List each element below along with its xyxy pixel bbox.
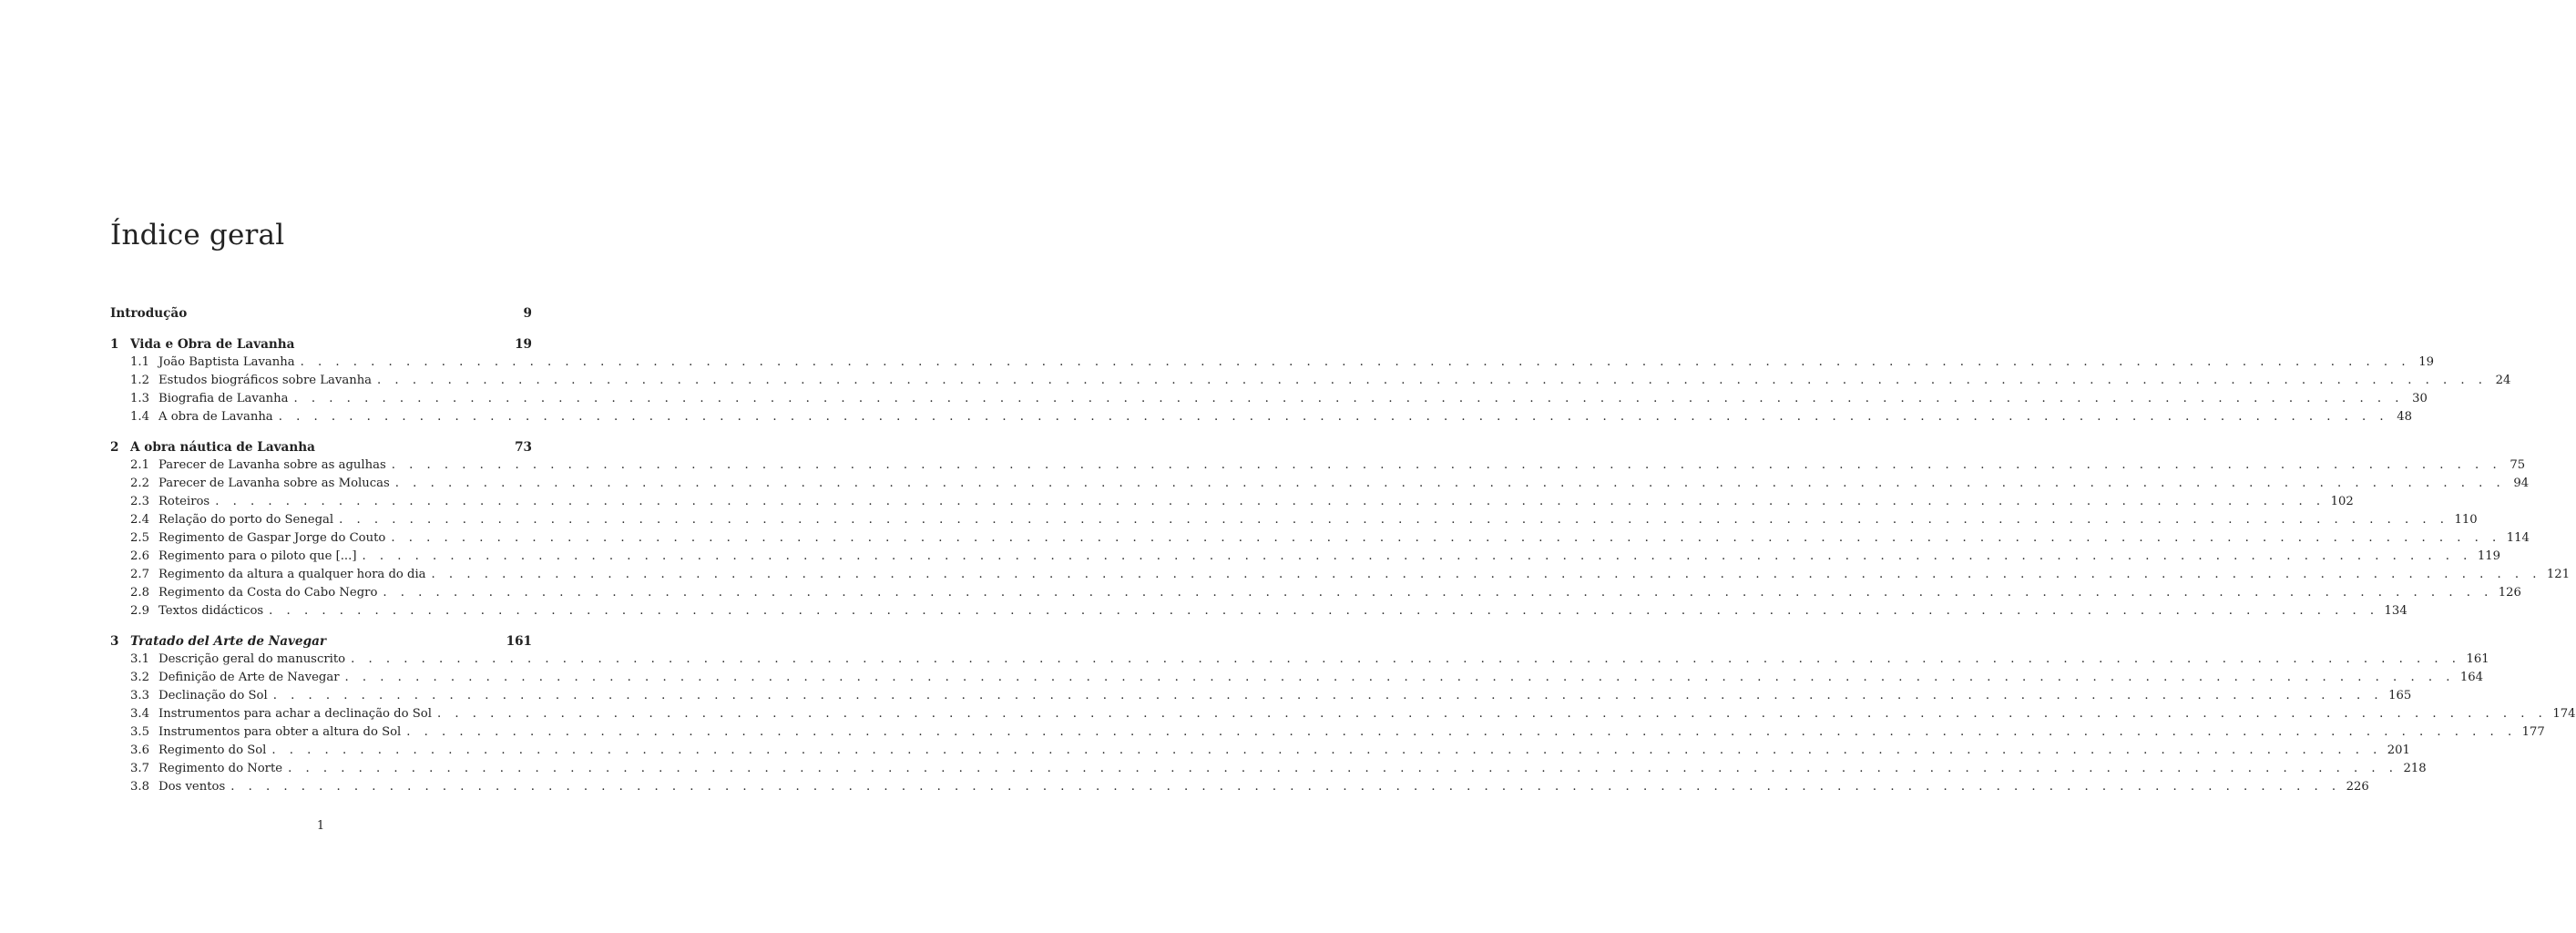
toc-section-page: 218: [2403, 762, 2427, 775]
page-number: 1: [316, 819, 325, 833]
toc-section-number: 3.7: [130, 762, 149, 775]
toc-section-2.3[interactable]: [110, 493, 2354, 511]
toc-section-number: 2.6: [130, 549, 149, 563]
toc-section-title: Regimento do Sol: [158, 743, 267, 757]
toc-section-3.7[interactable]: [110, 760, 2427, 778]
toc-chapter-2[interactable]: [110, 438, 532, 456]
toc-section-number: 3.8: [130, 780, 149, 794]
toc-section-title: Estudos biográficos sobre Lavanha: [158, 374, 373, 387]
toc-section-2.4[interactable]: [110, 511, 2478, 529]
toc-section-title: Biografia de Lavanha: [158, 392, 289, 405]
toc-section-title: Dos ventos: [158, 780, 226, 794]
toc-chapter-page: 19: [515, 337, 532, 352]
toc-section-number: 3.1: [130, 652, 149, 666]
toc-chapters: [110, 335, 2576, 796]
toc-chapter-3[interactable]: [110, 632, 532, 651]
toc-section-number: 2.1: [130, 458, 149, 472]
dot-leader: . . . . . . . . . . . . . . . . . . . . . . . . . . . . . . . . . . . . . . . . . . . . . . . . . . . . . . . . . . . . . . . . . . . . . . . . . . . . . . . . . . . . . . . . . . . . . . . . . . . . . . . . . . . . . . . . . . . . . . . .: [436, 707, 2548, 721]
toc-section-title: Regimento de Gaspar Jorge do Couto: [158, 531, 386, 545]
toc-section-2.8[interactable]: [110, 584, 2521, 602]
toc-chapter-title: Vida e Obra de Lavanha: [130, 337, 295, 352]
toc-section-title: Roteiros: [158, 495, 210, 508]
toc-section-page: 19: [2418, 355, 2435, 369]
toc-section-title: Parecer de Lavanha sobre as Molucas: [158, 477, 390, 490]
dot-leader: . . . . . . . . . . . . . . . . . . . . . . . . . . . . . . . . . . . . . . . . . . . . . . . . . . . . . . . . . . . . . . . . . . . . . . . . . . . . . . . . . . . . . . . . . . . . . . . . . . . . . . . . . . . . . . . . . . . . . . . .: [272, 689, 2384, 702]
toc-section-title: Regimento para o piloto que [...]: [158, 549, 357, 563]
toc-section-title: Regimento do Norte: [158, 762, 283, 775]
toc-section-page: 121: [2546, 568, 2571, 581]
toc-chapter-number: 3: [110, 634, 119, 649]
toc-section-page: 75: [2510, 458, 2526, 472]
toc-section-number: 3.5: [130, 725, 149, 739]
toc-entry-page: 9: [523, 306, 532, 321]
dot-leader: . . . . . . . . . . . . . . . . . . . . . . . . . . . . . . . . . . . . . . . . . . . . . . . . . . . . . . . . . . . . . . . . . . . . . . . . . . . . . . . . . . . . . . . . . . . . . . . . . . . . . . . . . . . . . . . . . . . . . . . .: [293, 392, 2404, 405]
toc-section-page: 126: [2498, 586, 2521, 600]
toc-section-title: Descrição geral do manuscrito: [158, 652, 346, 666]
dot-leader: . . . . . . . . . . . . . . . . . . . . . . . . . . . . . . . . . . . . . . . . . . . . . . . . . . . . . . . . . . . . . . . . . . . . . . . . . . . . . . . . . . . . . . . . . . . . . . . . . . . . . . . . . . . . . . . . . . . . . . . .: [362, 549, 2472, 563]
toc-section-page: 110: [2454, 513, 2478, 527]
dot-leader: . . . . . . . . . . . . . . . . . . . . . . . . . . . . . . . . . . . . . . . . . . . . . . . . . . . . . . . . . . . . . . . . . . . . . . . . . . . . . . . . . . . . . . . . . . . . . . . . . . . . . . . . . . . . . . . . . . . . . . . .: [391, 458, 2502, 472]
toc-section-page: 165: [2388, 689, 2412, 702]
toc-section-number: 1.1: [130, 355, 149, 369]
toc-chapter-title: A obra náutica de Lavanha: [130, 440, 315, 455]
toc-section-page: 94: [2513, 477, 2530, 490]
toc-section-title: Parecer de Lavanha sobre as agulhas: [158, 458, 386, 472]
toc-section-page: 174: [2552, 707, 2576, 721]
toc-section-number: 1.2: [130, 374, 149, 387]
toc-section-page: 119: [2477, 549, 2501, 563]
toc-section-3.6[interactable]: [110, 742, 2410, 760]
dot-leader: . . . . . . . . . . . . . . . . . . . . . . . . . . . . . . . . . . . . . . . . . . . . . . . . . . . . . . . . . . . . . . . . . . . . . . . . . . . . . . . . . . . . . . . . . . . . . . . . . . . . . . . . . . . . . . . . . . . . . . . .: [278, 410, 2389, 424]
toc-section-2.9[interactable]: [110, 602, 2407, 620]
dot-leader: . . . . . . . . . . . . . . . . . . . . . . . . . . . . . . . . . . . . . . . . . . . . . . . . . . . . . . . . . . . . . . . . . . . . . . . . . . . . . . . . . . . . . . . . . . . . . . . . . . . . . . . . . . . . . . . . . . . . . . . .: [377, 374, 2488, 387]
toc-section-number: 1.4: [130, 410, 149, 424]
toc-chapter-1[interactable]: [110, 335, 532, 354]
toc-chapter-page: 73: [515, 440, 532, 455]
toc-section-page: 30: [2412, 392, 2428, 405]
toc-section-1.2[interactable]: [110, 372, 2511, 390]
toc-section-page: 161: [2466, 652, 2489, 666]
toc-section-3.3[interactable]: [110, 687, 2412, 705]
dot-leader: . . . . . . . . . . . . . . . . . . . . . . . . . . . . . . . . . . . . . . . . . . . . . . . . . . . . . . . . . . . . . . . . . . . . . . . . . . . . . . . . . . . . . . . . . . . . . . . . . . . . . . . . . . . . . . . . . . . . . . . .: [344, 671, 2455, 684]
toc-section-3.4[interactable]: [110, 705, 2576, 723]
toc-section-page: 114: [2506, 531, 2530, 545]
toc-section-page: 226: [2346, 780, 2369, 794]
toc-section-title: Textos didácticos: [158, 604, 264, 618]
toc-section-number: 2.3: [130, 495, 149, 508]
dot-leader: . . . . . . . . . . . . . . . . . . . . . . . . . . . . . . . . . . . . . . . . . . . . . . . . . . . . . . . . . . . . . . . . . . . . . . . . . . . . . . . . . . . . . . . . . . . . . . . . . . . . . . . . . . . . . . . . . . . . . . . .: [391, 531, 2501, 545]
toc-section-title: Declinação do Sol: [158, 689, 268, 702]
toc-section-title: Instrumentos para obter a altura do Sol: [158, 725, 402, 739]
toc-section-2.5[interactable]: [110, 529, 2530, 548]
toc-section-page: 164: [2459, 671, 2484, 684]
toc-section-title: Relação do porto do Senegal: [158, 513, 334, 527]
toc-section-number: 2.5: [130, 531, 149, 545]
toc-section-page: 134: [2384, 604, 2407, 618]
toc-section-page: 177: [2521, 725, 2545, 739]
toc-section-title: A obra de Lavanha: [158, 410, 273, 424]
dot-leader: . . . . . . . . . . . . . . . . . . . . . . . . . . . . . . . . . . . . . . . . . . . . . . . . . . . . . . . . . . . . . . . . . . . . . . . . . . . . . . . . . . . . . . . . . . . . . . . . . . . . . . . . . . . . . . . . . . . . . . . .: [300, 355, 2411, 369]
toc-chapter-title: Tratado del Arte de Navegar: [130, 634, 327, 649]
dot-leader: . . . . . . . . . . . . . . . . . . . . . . . . . . . . . . . . . . . . . . . . . . . . . . . . . . . . . . . . . . . . . . . . . . . . . . . . . . . . . . . . . . . . . . . . . . . . . . . . . . . . . . . . . . . . . . . . . . . . . . . .: [271, 743, 2382, 757]
toc-section-2.1[interactable]: [110, 456, 2526, 475]
toc-section-3.5[interactable]: [110, 723, 2545, 742]
toc-section-title: Regimento da Costa do Cabo Negro: [158, 586, 378, 600]
dot-leader: . . . . . . . . . . . . . . . . . . . . . . . . . . . . . . . . . . . . . . . . . . . . . . . . . . . . . . . . . . . . . . . . . . . . . . . . . . . . . . . . . . . . . . . . . . . . . . . . . . . . . . . . . . . . . . . . . . . . . . . .: [351, 652, 2461, 666]
toc-section-number: 2.7: [130, 568, 149, 581]
page-title: Índice geral: [110, 219, 285, 251]
dot-leader: . . . . . . . . . . . . . . . . . . . . . . . . . . . . . . . . . . . . . . . . . . . . . . . . . . . . . . . . . . . . . . . . . . . . . . . . . . . . . . . . . . . . . . . . . . . . . . . . . . . . . . . . . . . . . . . . . . . . . . . .: [431, 568, 2541, 581]
toc-section-title: Regimento da altura a qualquer hora do dia: [158, 568, 426, 581]
toc-section-2.7[interactable]: [110, 566, 2571, 584]
toc-section-title: João Baptista Lavanha: [158, 355, 295, 369]
dot-leader: . . . . . . . . . . . . . . . . . . . . . . . . . . . . . . . . . . . . . . . . . . . . . . . . . . . . . . . . . . . . . . . . . . . . . . . . . . . . . . . . . . . . . . . . . . . . . . . . . . . . . . . . . . . . . . . . . . . . . . . .: [288, 762, 2398, 775]
toc-chapter-number: 1: [110, 337, 119, 352]
table-of-contents: [110, 304, 2576, 796]
dot-leader: . . . . . . . . . . . . . . . . . . . . . . . . . . . . . . . . . . . . . . . . . . . . . . . . . . . . . . . . . . . . . . . . . . . . . . . . . . . . . . . . . . . . . . . . . . . . . . . . . . . . . . . . . . . . . . . . . . . . . . . .: [269, 604, 2379, 618]
toc-section-1.4[interactable]: [110, 408, 2413, 426]
toc-section-page: 201: [2387, 743, 2410, 757]
toc-section-number: 3.3: [130, 689, 149, 702]
toc-chapter-number: 2: [110, 440, 119, 455]
toc-section-number: 2.9: [130, 604, 149, 618]
toc-section-page: 102: [2330, 495, 2354, 508]
toc-section-number: 1.3: [130, 392, 149, 405]
dot-leader: . . . . . . . . . . . . . . . . . . . . . . . . . . . . . . . . . . . . . . . . . . . . . . . . . . . . . . . . . . . . . . . . . . . . . . . . . . . . . . . . . . . . . . . . . . . . . . . . . . . . . . . . . . . . . . . . . . . . . . . .: [339, 513, 2449, 527]
toc-section-3.1[interactable]: [110, 651, 2489, 669]
dot-leader: . . . . . . . . . . . . . . . . . . . . . . . . . . . . . . . . . . . . . . . . . . . . . . . . . . . . . . . . . . . . . . . . . . . . . . . . . . . . . . . . . . . . . . . . . . . . . . . . . . . . . . . . . . . . . . . . . . . . . . . .: [215, 495, 2326, 508]
toc-section-number: 2.2: [130, 477, 149, 490]
toc-chapter-page: 161: [506, 634, 532, 649]
toc-section-title: Instrumentos para achar a declinação do Sol: [158, 707, 432, 721]
dot-leader: . . . . . . . . . . . . . . . . . . . . . . . . . . . . . . . . . . . . . . . . . . . . . . . . . . . . . . . . . . . . . . . . . . . . . . . . . . . . . . . . . . . . . . . . . . . . . . . . . . . . . . . . . . . . . . . . . . . . . . . .: [230, 780, 2341, 794]
toc-section-page: 24: [2495, 374, 2511, 387]
toc-section-1.1[interactable]: [110, 354, 2435, 372]
toc-intro-entry[interactable]: [110, 304, 532, 323]
toc-entry-title: Introdução: [110, 306, 188, 321]
toc-section-3.2[interactable]: [110, 669, 2484, 687]
toc-section-number: 2.8: [130, 586, 149, 600]
toc-section-page: 48: [2397, 410, 2413, 424]
dot-leader: . . . . . . . . . . . . . . . . . . . . . . . . . . . . . . . . . . . . . . . . . . . . . . . . . . . . . . . . . . . . . . . . . . . . . . . . . . . . . . . . . . . . . . . . . . . . . . . . . . . . . . . . . . . . . . . . . . . . . . . .: [383, 586, 2493, 600]
toc-section-number: 3.6: [130, 743, 149, 757]
toc-section-3.8[interactable]: [110, 778, 2369, 796]
toc-section-2.2[interactable]: [110, 475, 2530, 493]
toc-section-number: 3.2: [130, 671, 149, 684]
toc-section-title: Definição de Arte de Navegar: [158, 671, 340, 684]
toc-section-number: 2.4: [130, 513, 149, 527]
dot-leader: . . . . . . . . . . . . . . . . . . . . . . . . . . . . . . . . . . . . . . . . . . . . . . . . . . . . . . . . . . . . . . . . . . . . . . . . . . . . . . . . . . . . . . . . . . . . . . . . . . . . . . . . . . . . . . . . . . . . . . . .: [406, 725, 2517, 739]
dot-leader: . . . . . . . . . . . . . . . . . . . . . . . . . . . . . . . . . . . . . . . . . . . . . . . . . . . . . . . . . . . . . . . . . . . . . . . . . . . . . . . . . . . . . . . . . . . . . . . . . . . . . . . . . . . . . . . . . . . . . . . .: [394, 477, 2506, 490]
toc-section-2.6[interactable]: [110, 548, 2501, 566]
toc-section-1.3[interactable]: [110, 390, 2428, 408]
toc-section-number: 3.4: [130, 707, 149, 721]
